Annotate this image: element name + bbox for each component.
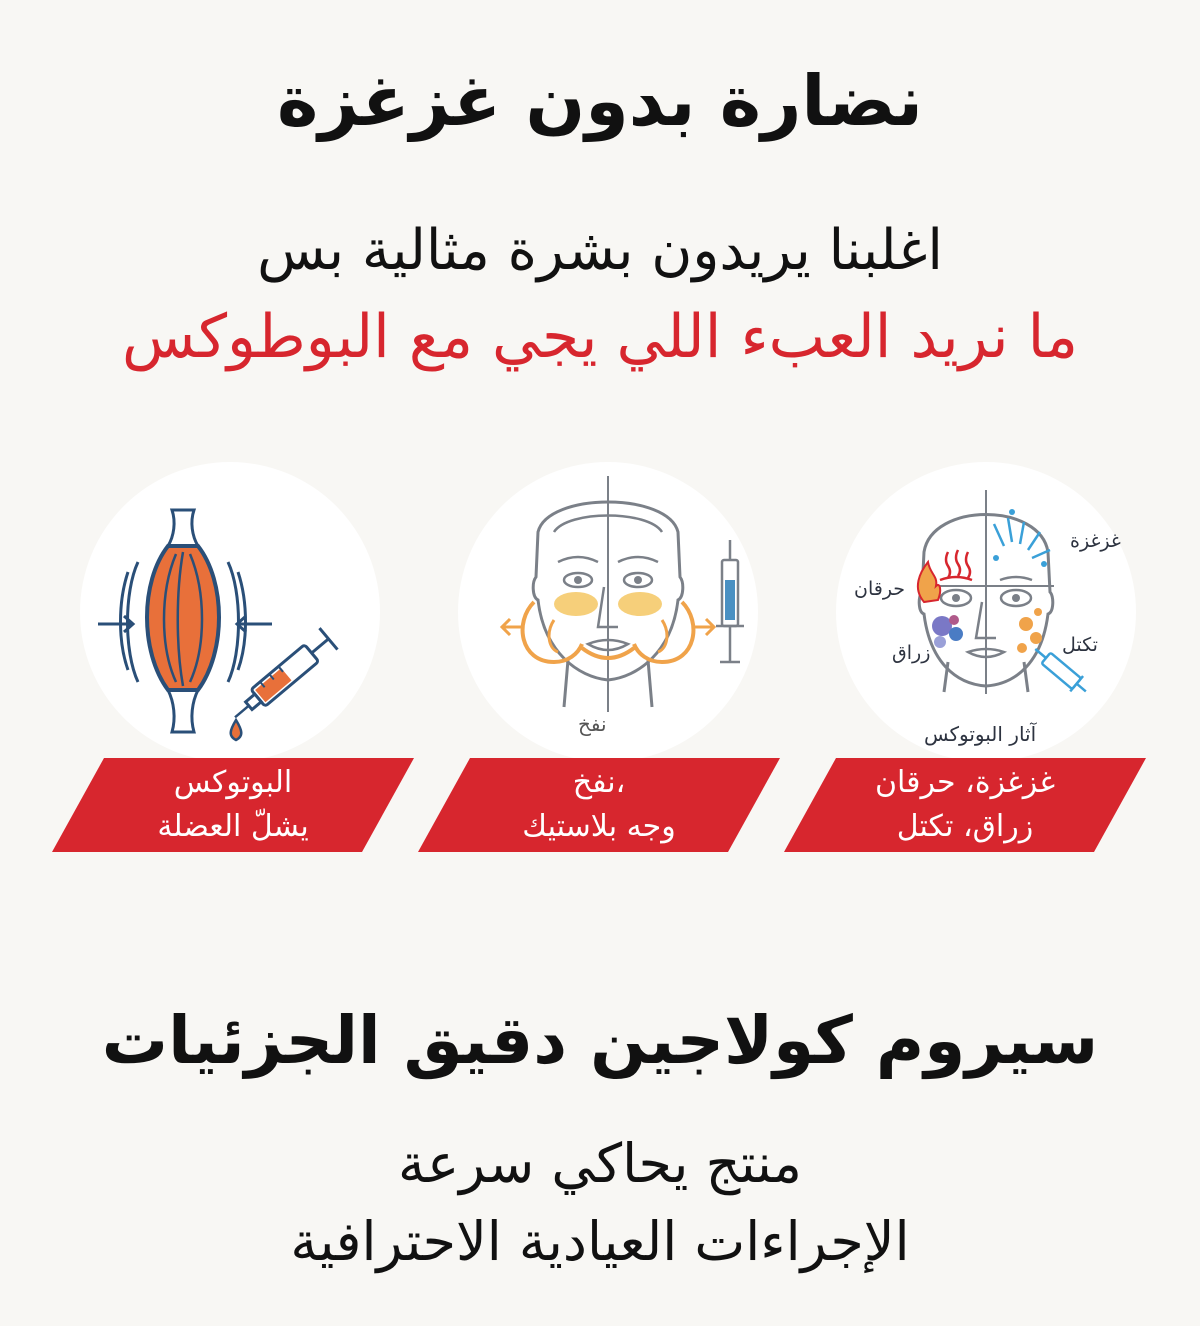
card-botox-muscle-circle [80, 462, 380, 762]
card-puffiness-circle [458, 462, 758, 762]
banner-side-effects [784, 758, 1146, 852]
product-title: سيروم كولاجين دقيق الجزئيات [101, 1002, 1099, 1079]
banner-botox-line2: يشلّ العضلة [157, 809, 309, 844]
banner-botox-muscle [52, 758, 414, 852]
muscle-syringe-icon [80, 462, 380, 762]
label-bruising: زراق [892, 642, 931, 664]
label-tingling: غزغزة [1070, 530, 1121, 552]
banner-side-effects-line1: غزغزة، حرقان [874, 765, 1056, 800]
subtitle-line-2: ما نريد العبء اللي يجي مع البوطوكس [121, 302, 1079, 372]
banner-botox-line1: البوتوكس [173, 765, 293, 800]
puffiness-caption: نفخ [578, 712, 607, 736]
label-burning: حرقان [854, 578, 906, 600]
banner-puffiness-line1: ،نفخ [572, 765, 626, 800]
banner-puffiness-line2: وجه بلاستيك [522, 809, 676, 844]
page-title: نضارة بدون غزغزة [277, 60, 923, 142]
product-tagline-line-1: منتج يحاكي سرعة [398, 1132, 802, 1195]
subtitle-line-1: اغلبنا يريدون بشرة مثالية بس [257, 218, 943, 283]
label-lumps: تكتل [1062, 634, 1098, 656]
banner-side-effects-line2: زراق، تكتل [896, 809, 1034, 844]
card-side-effects-circle [836, 462, 1136, 762]
swollen-face-icon [458, 462, 758, 762]
product-tagline-line-2: الإجراءات العيادية الاحترافية [290, 1210, 910, 1273]
face-side-effects-icon [836, 462, 1136, 762]
side-effects-caption: آثار البوتوكس [924, 722, 1037, 746]
banner-puffiness [418, 758, 780, 852]
